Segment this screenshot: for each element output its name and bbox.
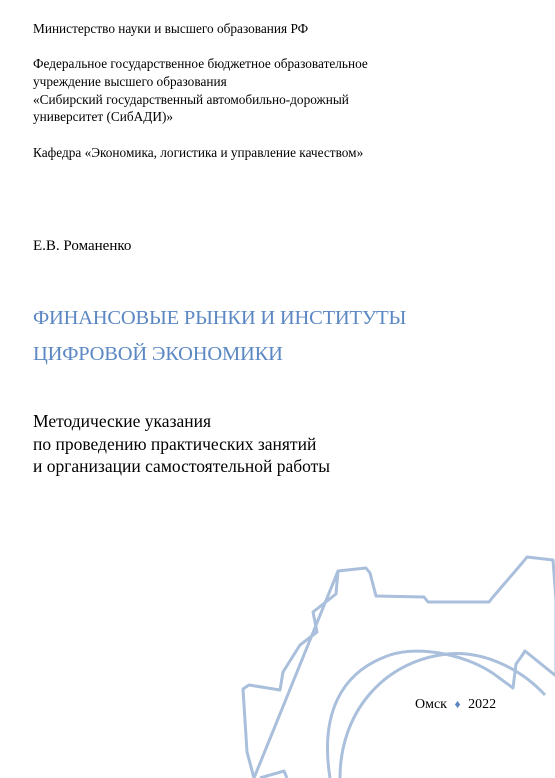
publication-footer <box>415 697 496 713</box>
title-line-1: ФИНАНСОВЫЕ РЫНКИ И ИНСТИТУТЫ <box>33 307 407 329</box>
institution-line-3: «Сибирский государственный автомобильно-дорожный <box>33 92 349 107</box>
institution-line-2: учреждение высшего образования <box>33 74 227 89</box>
footer-city: Омск <box>415 697 447 712</box>
subtitle-line-3: и организации самостоятельной работы <box>33 456 331 476</box>
footer-year: 2022 <box>468 697 497 712</box>
title-line-2: ЦИФРОВОЙ ЭКОНОМИКИ <box>33 343 283 365</box>
institution-line-1: Федеральное государственное бюджетное образовательное <box>33 56 368 71</box>
author-name: Е.В. Романенко <box>33 238 132 254</box>
ministry-name: Министерство науки и высшего образования РФ <box>33 21 309 36</box>
department-name: Кафедра «Экономика, логистика и управление качеством» <box>33 145 364 160</box>
institution-line-4: университет (СибАДИ)» <box>33 109 174 124</box>
subtitle-line-2: по проведению практических занятий <box>33 434 317 454</box>
diamond-separator-icon: ♦ <box>454 697 461 711</box>
subtitle-line-1: Методические указания <box>33 411 212 431</box>
